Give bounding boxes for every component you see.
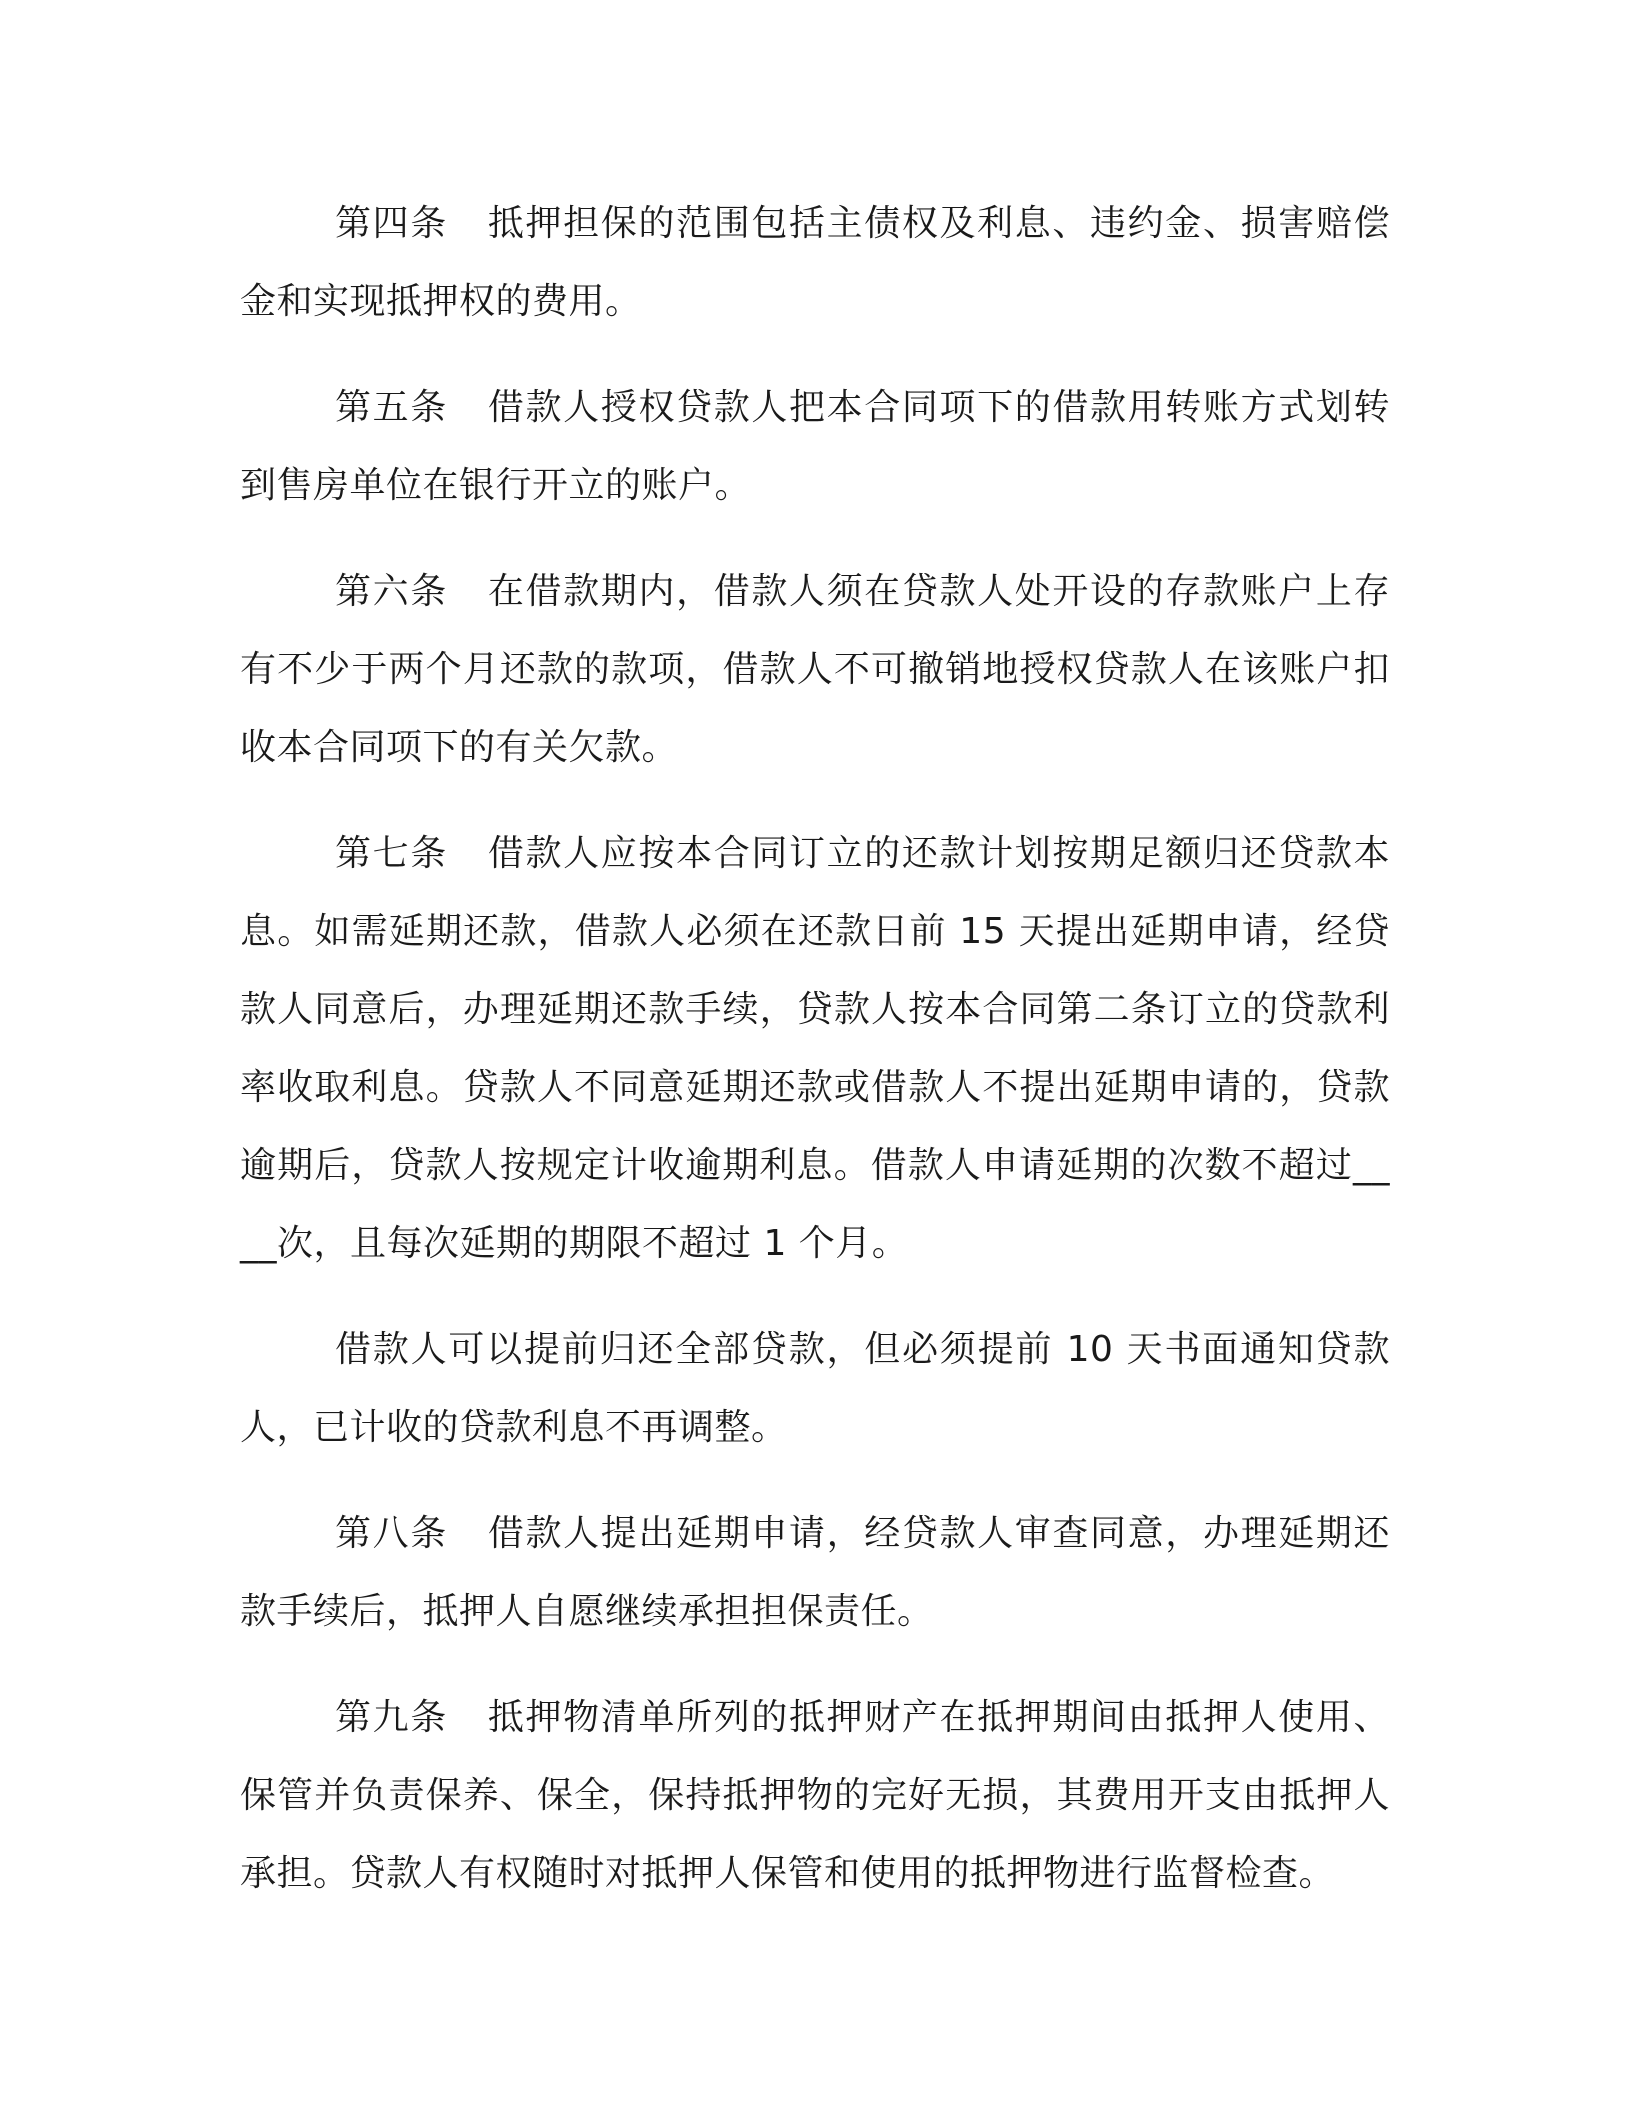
article-text: 在借款期内，借款人须在贷款人处开设的存款账户上存有不少于两个月还款的款项，借款人不可撤销地授权贷款人在该账户扣收本合同项下的有关欠款。 — [240, 571, 1390, 768]
article-number: 第七条 — [335, 833, 448, 874]
article-4-paragraph — [240, 185, 1390, 341]
article-8-paragraph — [240, 1495, 1390, 1651]
article-text: 借款人提出延期申请，经贷款人审查同意，办理延期还款手续后，抵押人自愿继续承担担保责任。 — [240, 1513, 1390, 1632]
article-number: 第四条 — [335, 203, 448, 244]
article-number: 第六条 — [335, 571, 448, 612]
article-number: 第九条 — [335, 1697, 448, 1738]
contract-body — [240, 185, 1390, 1941]
article-5-paragraph — [240, 369, 1390, 525]
article-number: 第八条 — [335, 1513, 448, 1554]
article-text: 抵押担保的范围包括主债权及利息、违约金、损害赔偿金和实现抵押权的费用。 — [240, 203, 1390, 322]
article-6-paragraph — [240, 553, 1390, 787]
article-text: 借款人可以提前归还全部贷款，但必须提前 10 天书面通知贷款人，已计收的贷款利息不再调整。 — [240, 1329, 1390, 1448]
article-7-continuation-paragraph — [240, 1311, 1390, 1467]
article-number: 第五条 — [335, 387, 448, 428]
article-text: 借款人授权贷款人把本合同项下的借款用转账方式划转到售房单位在银行开立的账户。 — [240, 387, 1390, 506]
article-text: 抵押物清单所列的抵押财产在抵押期间由抵押人使用、保管并负责保养、保全，保持抵押物的完好无损，其费用开支由抵押人承担。贷款人有权随时对抵押人保管和使用的抵押物进行监督检查。 — [240, 1697, 1390, 1894]
article-7-paragraph — [240, 815, 1390, 1283]
article-text: 借款人应按本合同订立的还款计划按期足额归还贷款本息。如需延期还款，借款人必须在还款日前 15 天提出延期申请，经贷款人同意后，办理延期还款手续，贷款人按本合同第二条订立的贷款利率收取利息。贷款人不同意延期还款或借款人不提出延期申请的，贷款逾期后，贷款人按规定计收逾期利息。借款人申请延期的次数不超过____次，且每次延期的期限不超过 1 个月。 — [240, 833, 1390, 1264]
article-9-paragraph — [240, 1679, 1390, 1913]
